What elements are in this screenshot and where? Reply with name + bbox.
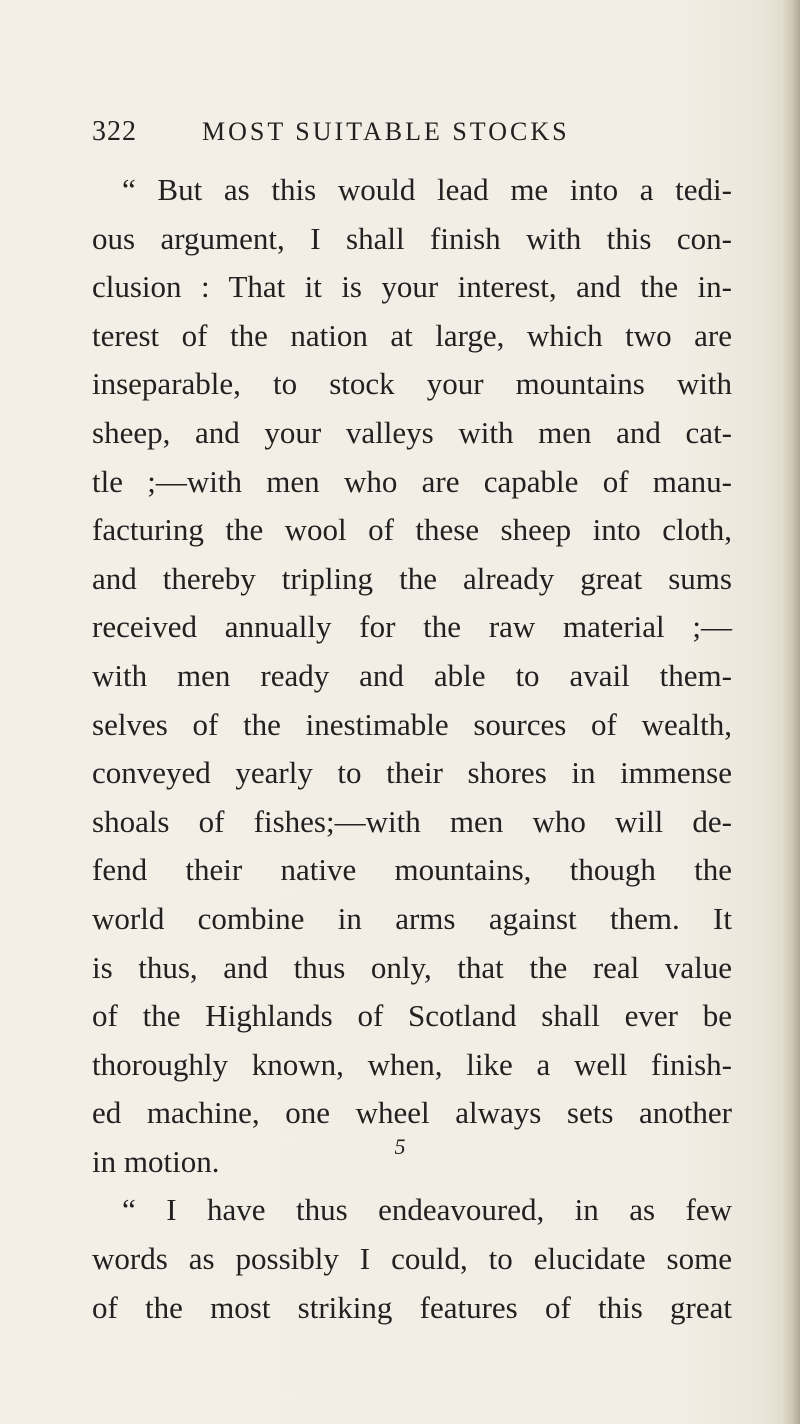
text-line: ous argument, I shall finish with this con- (92, 220, 732, 256)
text-line: is thus, and thus only, that the real value (92, 949, 732, 985)
text-line: tle ;—with men who are capable of manu- (92, 463, 732, 499)
text-line: received annually for the raw material ;— (92, 609, 732, 645)
text-line: fend their native mountains, though the (92, 852, 732, 888)
text-line: inseparable, to stock your mountains with (92, 366, 732, 402)
text-line: words as possibly I could, to elucidate some (92, 1241, 732, 1277)
text-line: shoals of fishes;—with men who will de- (92, 803, 732, 839)
text-line: ed machine, one wheel always sets another (92, 1095, 732, 1131)
text-line: of the Highlands of Scotland shall ever be (92, 998, 732, 1034)
text-line: in motion. (92, 1143, 220, 1179)
text-line: clusion : That it is your interest, and the in- (92, 269, 732, 305)
text-line: of the most striking features of this great (92, 1289, 732, 1325)
text-line: selves of the inestimable sources of wealth, (92, 706, 732, 742)
text-line: thoroughly known, when, like a well finish- (92, 1046, 732, 1082)
text-line: “ But as this would lead me into a tedi- (122, 172, 732, 207)
text-line: facturing the wool of these sheep into cloth, (92, 512, 732, 548)
signature-mark: 5 (394, 1134, 406, 1159)
page-number: 322 (92, 116, 137, 147)
text-line: and thereby tripling the already great sums (92, 560, 732, 596)
text-line: sheep, and your valleys with men and cat- (92, 414, 732, 450)
running-head (92, 112, 712, 152)
running-title: MOST SUITABLE STOCKS (202, 117, 570, 146)
text-line: “ I have thus endeavoured, in as few (122, 1192, 732, 1228)
text-line: conveyed yearly to their shores in immense (92, 755, 732, 791)
text-line: world combine in arms against them. It (92, 900, 732, 936)
page-edge-shadow (782, 0, 800, 1424)
text-line: terest of the nation at large, which two are (92, 317, 732, 353)
text-line: with men ready and able to avail them- (92, 657, 732, 693)
